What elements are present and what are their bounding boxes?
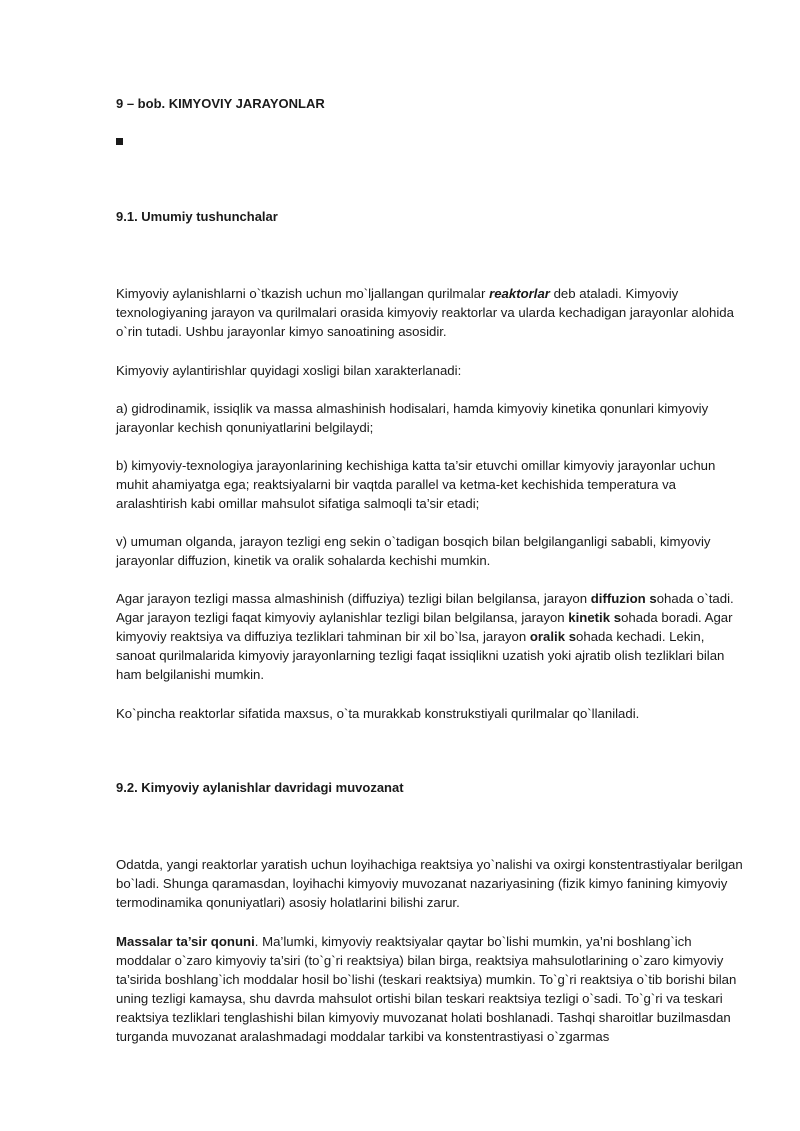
text: . Ma’lumki, kimyoviy reaktsiyalar qaytar bo`lishi mumkin, ya’ni boshlang`ich moddalar o`zaro kimyoviy ta’siri (to`g`ri reaktsiya) bilan birga, reaktsiya mahsulotlarining o`zaro kimyoviy ta’sirida boshlang`ich moddalar hosil bo`lishi (teskari reaktsiya) mumkin. To`g`ri reaktsiya o`tib borishi bilan uning tezligi kamaysa, shu davrda mahsulot ortishi bilan teskari reaktsiya tezligi o`sadi. To`g`ri va teskari reaktsiya tezliklari tenglashishi bilan kimyoviy muvozanat holati boshlanadi. Tashqi sharoitlar buzilmasdan turganda muvozanat aralashmadagi moddalar tarkibi va konstentrastiyasi o`zgarmas: [116, 934, 737, 1044]
paragraph-item-a: a) gidrodinamik, issiqlik va massa almashinish hodisalari, hamda kimyoviy kinetika qonunlari kimyoviy jarayonlar kechish qonuniyatlarini belgilaydi;: [116, 401, 709, 435]
term-kinetik: kinetik s: [568, 610, 622, 625]
term-mass-action-law: Massalar ta’sir qonuni: [116, 934, 255, 949]
paragraph-item-v: v) umuman olganda, jarayon tezligi eng sekin o`tadigan bosqich bilan belgilanganligi sababli, kimyoviy jarayonlar diffuzion, kinetik va oralik sohalarda kechishi mumkin.: [116, 534, 711, 568]
paragraph-reactors: [116, 284, 746, 341]
term-diffuzion: diffuzion s: [590, 591, 657, 606]
paragraph-regions: [116, 589, 746, 684]
text: deb ataladi. Kimyoviy texnologiyaning jarayon va qurilmalari orasida kimyoviy reaktorlar va ularda kechadigan jarayonlar alohida o`rin tutadi. Ushbu jarayonlar kimyo sanoatining asosidir.: [116, 286, 734, 339]
paragraph-reactor-types: Ko`pincha reaktorlar sifatida maxsus, o`ta murakkab konstrukstiyali qurilmalar qo`llaniladi.: [116, 706, 640, 721]
paragraph-mass-action: [116, 932, 746, 1046]
square-bullet-icon: [116, 138, 123, 145]
paragraph-design: Odatda, yangi reaktorlar yaratish uchun loyihachiga reaktsiya yo`nalishi va oxirgi konstentrastiyalar berilgan bo`ladi. Shunga qaramasdan, loyihachi kimyoviy muvozanat nazariyasining (fizik kimyo fanining kimyoviy termodinamika qonuniyatlari) asosiy holatlarini bilishi zarur.: [116, 857, 743, 910]
text: ohada boradi. Agar kimyoviy reaktsiya va diffuziya tezliklari tahminan bir xil bo`lsa, jarayon: [116, 610, 733, 644]
paragraph-item-b: b) kimyoviy-texnologiya jarayonlarining kechishiga katta ta’sir etuvchi omillar kimyoviy jarayonlar uchun muhit ahamiyatga ega; reaktsiyalarni bir vaqtda parallel va ketma-ket kechishida temperatura va aralashtirish kabi omillar mahsulot sifatiga salmoqli ta’sir etadi;: [116, 458, 716, 511]
text: ohada kechadi. Lekin, sanoat qurilmalarida kimyoviy jarayonlarning tezligi faqat issiqlikni uzatish yoki ajratib olish tezliklari bilan ham belgilanishi mumkin.: [116, 629, 725, 682]
chapter-title: 9 – bob. KIMYOVIY JARAYONLAR: [116, 96, 325, 111]
text: Agar jarayon tezligi massa almashinish (diffuziya) tezligi bilan belgilansa, jarayon: [116, 591, 591, 606]
term-reaktorlar: reaktorlar: [489, 286, 550, 301]
term-oralik: oralik s: [529, 629, 577, 644]
text: ohada o`tadi. Agar jarayon tezligi faqat kimyoviy aylanishlar tezligi bilan belgilansa, jarayon: [116, 591, 734, 625]
section-2-title: 9.2. Kimyoviy aylanishlar davridagi muvozanat: [116, 780, 404, 795]
text: Kimyoviy aylanishlarni o`tkazish uchun mo`ljallangan qurilmalar: [116, 286, 490, 301]
section-1-title: 9.1. Umumiy tushunchalar: [116, 209, 278, 224]
paragraph-characteristics: Kimyoviy aylantirishlar quyidagi xosligi bilan xarakterlanadi:: [116, 363, 462, 378]
